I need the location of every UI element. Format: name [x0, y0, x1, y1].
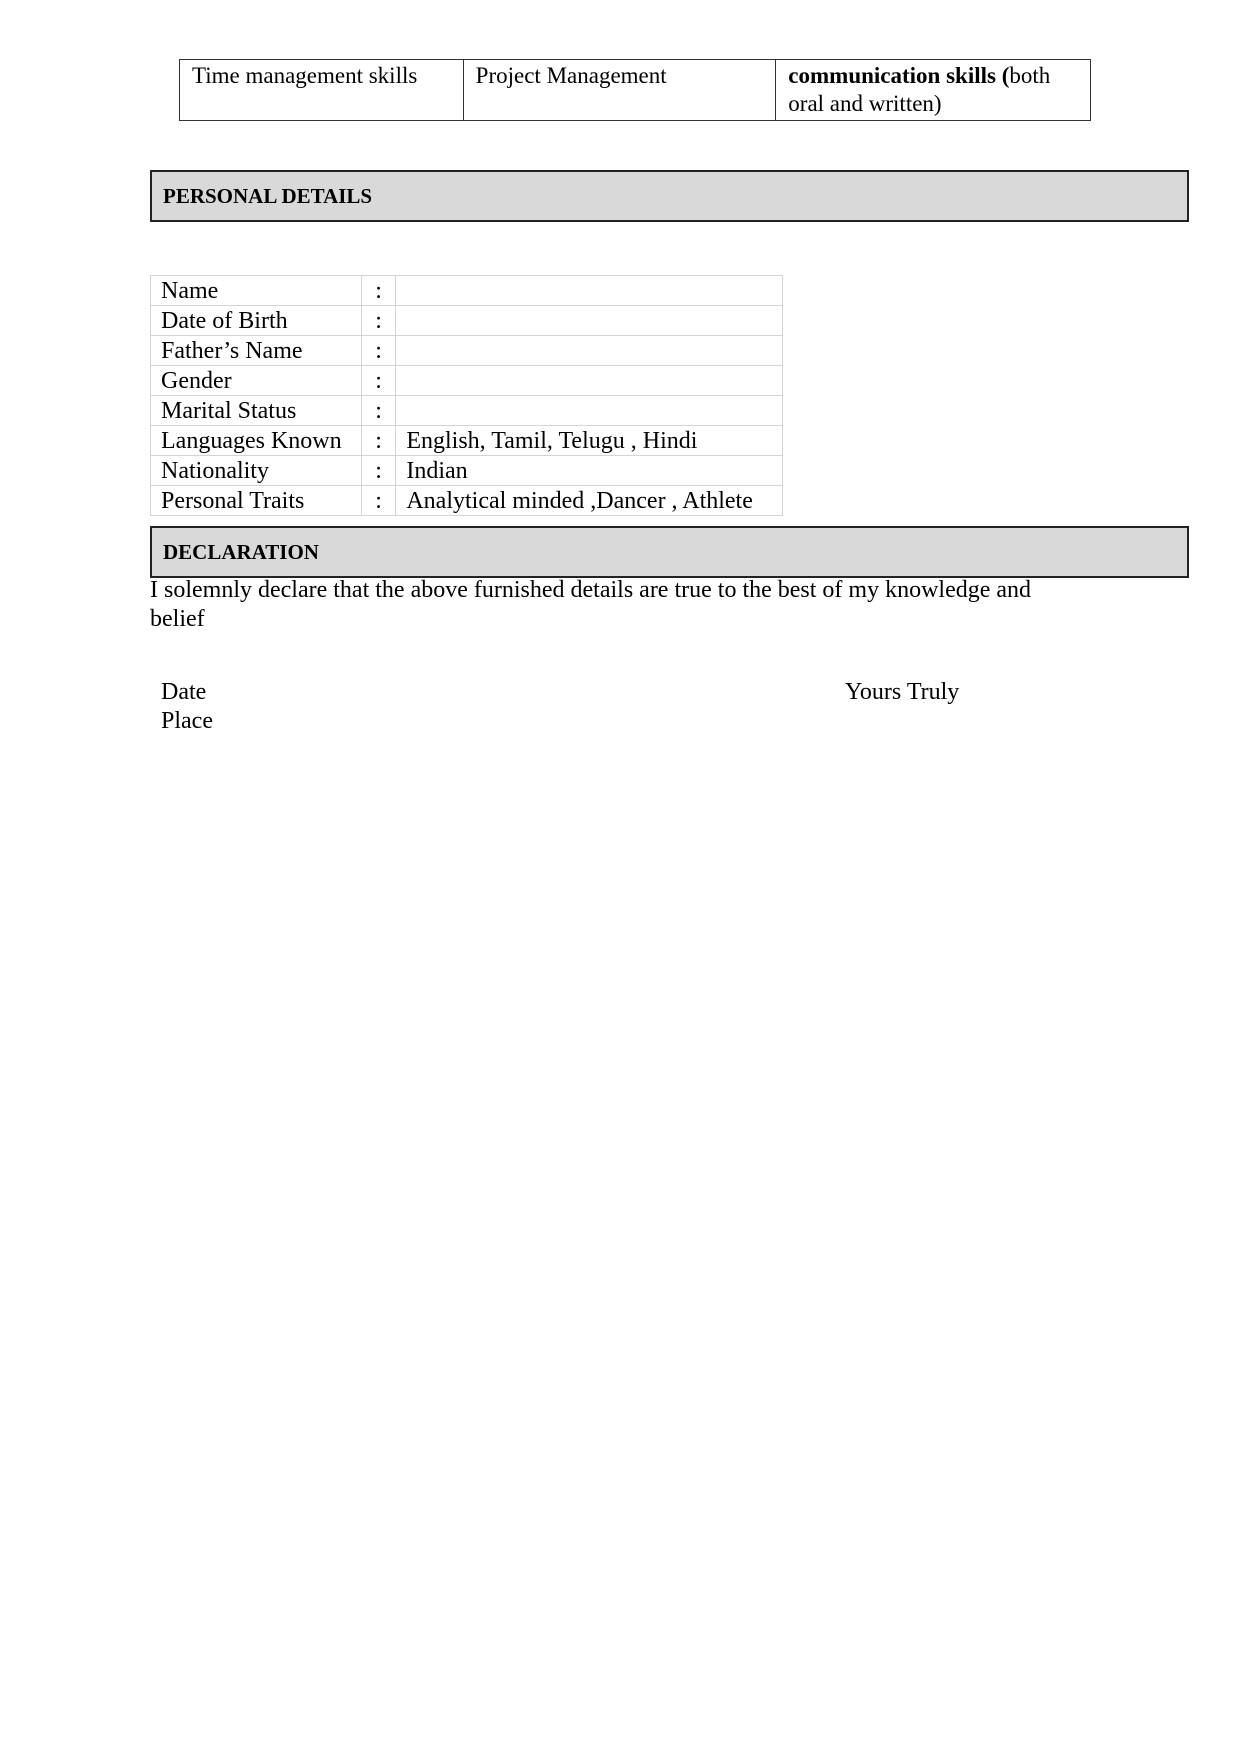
table-row [151, 426, 783, 456]
signoff-text: Yours Truly [845, 679, 960, 705]
personal-details-table [150, 275, 783, 516]
table-row [151, 486, 783, 516]
detail-value [396, 276, 783, 306]
table-row [151, 276, 783, 306]
detail-label: Personal Traits [151, 486, 362, 516]
detail-label: Languages Known [151, 426, 362, 456]
detail-label: Nationality [151, 456, 362, 486]
detail-value [396, 396, 783, 426]
detail-value: Analytical minded ,Dancer , Athlete [396, 486, 783, 516]
detail-label: Date of Birth [151, 306, 362, 336]
detail-colon: : [361, 276, 396, 306]
detail-label: Gender [151, 366, 362, 396]
detail-value: English, Tamil, Telugu , Hindi [396, 426, 783, 456]
table-row [151, 456, 783, 486]
declaration-heading: DECLARATION [150, 526, 1189, 578]
skill-cell [776, 60, 1091, 121]
detail-label: Name [151, 276, 362, 306]
skills-table [179, 59, 1091, 121]
detail-colon: : [361, 486, 396, 516]
table-row [151, 336, 783, 366]
detail-colon: : [361, 456, 396, 486]
personal-details-heading: PERSONAL DETAILS [150, 170, 1189, 222]
skills-row [180, 60, 1091, 121]
detail-colon: : [361, 306, 396, 336]
skill-cell: Time management skills [180, 60, 464, 121]
detail-value [396, 336, 783, 366]
date-place-block [161, 678, 213, 736]
detail-value [396, 366, 783, 396]
detail-value [396, 306, 783, 336]
detail-colon: : [361, 366, 396, 396]
table-row [151, 366, 783, 396]
detail-value: Indian [396, 456, 783, 486]
detail-label: Marital Status [151, 396, 362, 426]
skill-cell-text: both oral and written) [788, 63, 1051, 116]
skill-cell-bold-text: communication skills ( [788, 63, 1010, 88]
date-label: Date [161, 679, 207, 705]
detail-colon: : [361, 426, 396, 456]
declaration-text: I solemnly declare that the above furnished details are true to the best of my knowledge and belief [150, 577, 1032, 632]
place-label: Place [161, 708, 213, 734]
table-row [151, 396, 783, 426]
detail-colon: : [361, 336, 396, 366]
table-row [151, 306, 783, 336]
detail-label: Father’s Name [151, 336, 362, 366]
detail-colon: : [361, 396, 396, 426]
skill-cell: Project Management [463, 60, 776, 121]
